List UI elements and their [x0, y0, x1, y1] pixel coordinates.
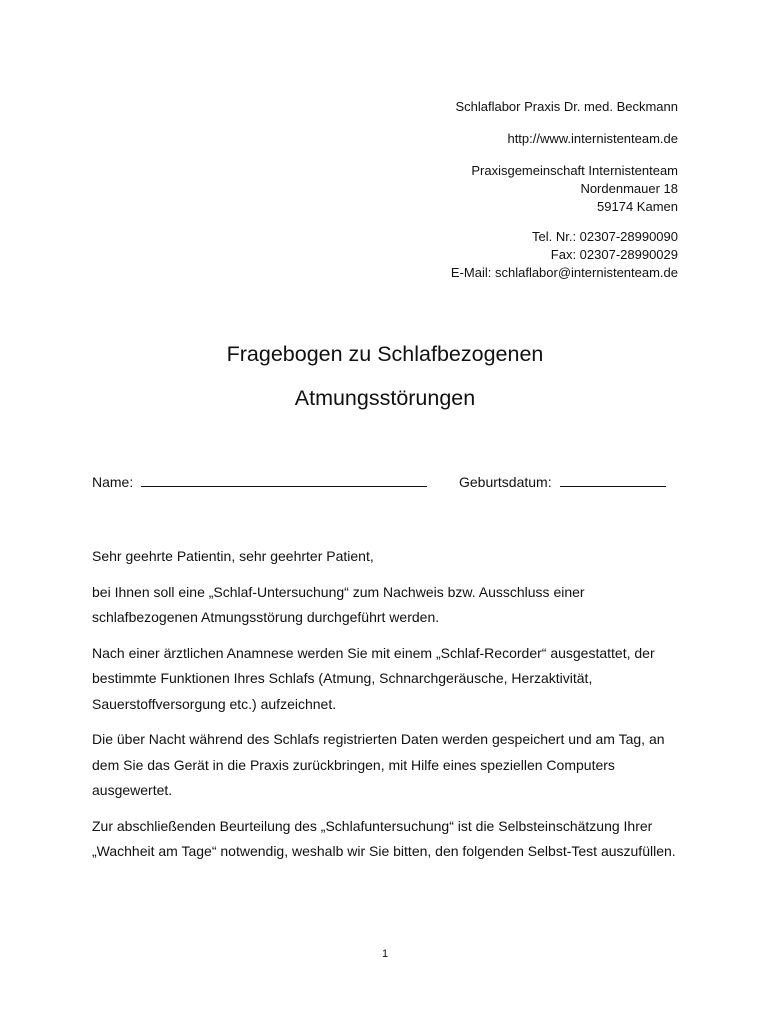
salutation: Sehr geehrte Patientin, sehr geehrter Patient, — [92, 548, 374, 564]
address-street: Nordenmauer 18 — [580, 181, 678, 196]
lab-name: Schlaflabor Praxis Dr. med. Beckmann — [455, 99, 678, 114]
name-field — [92, 474, 427, 490]
birthdate-blank-line[interactable] — [560, 474, 666, 487]
name-blank-line[interactable] — [141, 474, 427, 487]
document-title-line-1: Fragebogen zu Schlafbezogenen — [226, 342, 544, 366]
website-link[interactable]: http://www.internistenteam.de — [507, 131, 678, 146]
address-city: 59174 Kamen — [597, 199, 678, 214]
letterhead — [451, 98, 678, 282]
paragraph-4: Zur abschließenden Beurteilung des „Schlafuntersuchung“ ist die Selbsteinschätzung Ihrer „Wachheit am Tage“ notwendig, weshalb wir Sie bitten, den folgenden Selbst-Test auszufüllen. — [92, 817, 676, 859]
document-title-line-2: Atmungsstörungen — [294, 386, 476, 410]
paragraph-1: bei Ihnen soll eine „Schlaf-Untersuchung“ zum Nachweis bzw. Ausschluss einer schlafbezogenen Atmungsstörung durchgeführt werden. — [92, 583, 585, 625]
address-org: Praxisgemeinschaft Internistenteam — [471, 163, 678, 178]
name-label: Name: — [92, 474, 134, 490]
contact-fax: Fax: 02307-28990029 — [550, 247, 678, 262]
paragraph-2: Nach einer ärztlichen Anamnese werden Sie mit einem „Schlaf-Recorder“ ausgestattet, der bestimmte Funktionen Ihres Schlafs (Atmung, Schnarchgeräusche, Herzaktivität, Sauerstoffversorgung etc.) aufzeichnet. — [92, 644, 655, 712]
page-number: 1 — [381, 948, 389, 960]
letter-body — [92, 544, 692, 875]
contact-phone: Tel. Nr.: 02307-28990090 — [532, 229, 678, 244]
paragraph-3: Die über Nacht während des Schlafs registrierten Daten werden gespeichert und am Tag, an dem Sie das Gerät in die Praxis zurückbringen, mit Hilfe eines speziellen Computers ausgewertet. — [92, 731, 665, 798]
birthdate-field — [459, 474, 666, 490]
contact-email[interactable]: E-Mail: schlaflabor@internistenteam.de — [450, 265, 678, 280]
birthdate-label: Geburtsdatum: — [459, 474, 552, 490]
